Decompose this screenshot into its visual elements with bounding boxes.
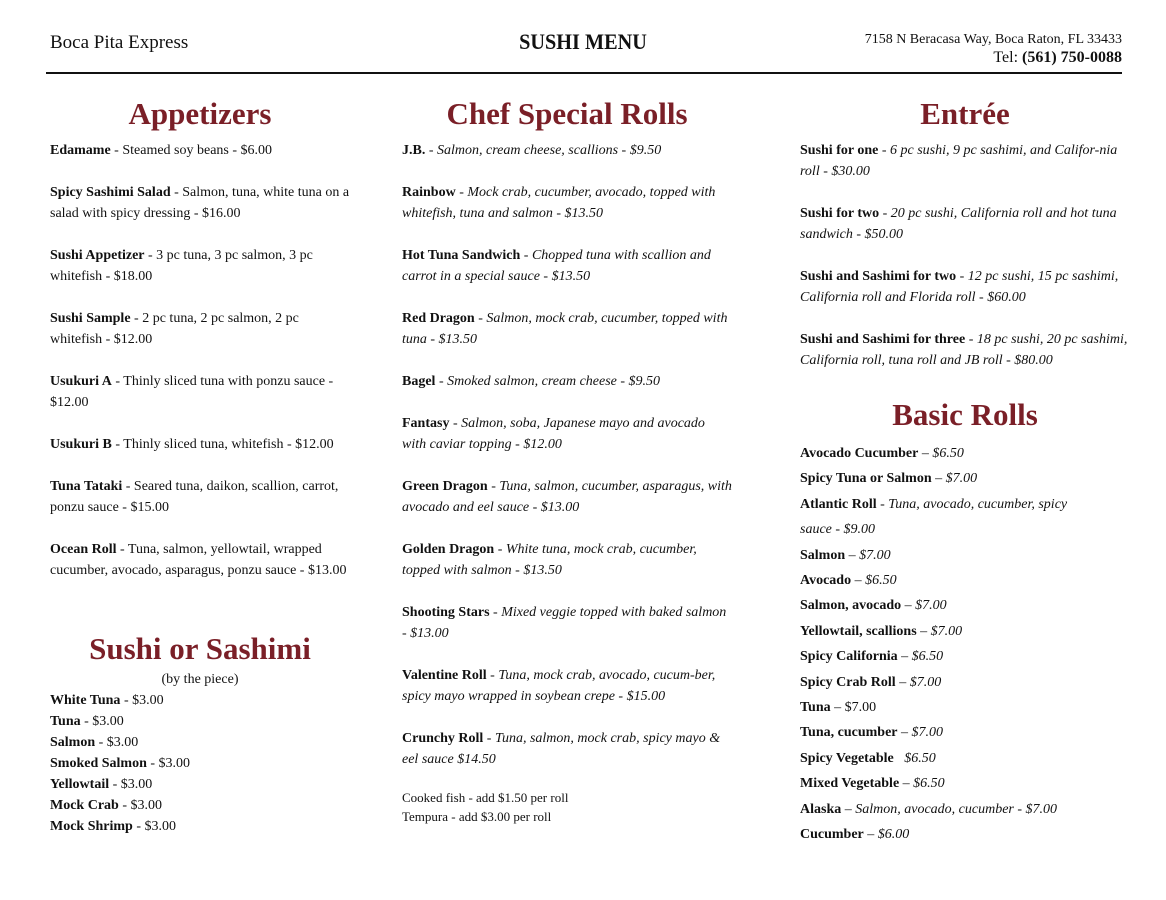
item-name: Bagel [402,374,436,389]
item-desc: - $3.00 [146,756,191,771]
item-name: Avocado Cucumber [800,446,919,461]
item-desc: - Thinly sliced tuna with ponzu sauce - $12.00 [50,374,334,410]
item-name: Crunchy Roll [402,731,484,746]
menu-item [800,619,1130,644]
item-desc: - Seared tuna, daikon, scallion, carrot, ponzu sauce - $15.00 [50,479,339,515]
phone-number: (561) 750-0088 [1022,49,1122,66]
item-name: Salmon, avocado [800,598,902,614]
menu-item [402,182,732,224]
phone [865,49,1122,67]
menu-item [50,140,350,161]
menu-item [50,434,350,455]
menu-item [50,753,350,774]
section-heading-basic-rolls: Basic Rolls [892,397,1038,432]
item-desc: - 12 pc sushi, 15 pc sashimi, California roll and Florida roll - $60.00 [800,269,1119,305]
page-title: SUSHI MENU [519,29,647,54]
section-heading-appetizers: Appetizers [128,96,272,131]
item-desc: - Mixed veggie topped with baked salmon - $13.00 [402,605,727,641]
item-desc: - 18 pc sushi, 20 pc sashimi, California roll, tuna roll and JB roll - $80.00 [800,332,1128,368]
section-heading-sushi-sashimi: Sushi or Sashimi [89,631,311,666]
menu-item [800,695,1130,720]
item-desc: - Tuna, mock crab, avocado, cucum-ber, spicy mayo wrapped in soybean crepe - $15.00 [402,668,716,704]
item-name: Sushi Sample [50,311,131,326]
menu-item [800,140,1130,182]
section-heading-entree: Entrée [920,96,1010,131]
item-desc: - $3.00 [109,777,153,792]
item-desc: - $3.00 [120,693,164,708]
menu-item [50,711,350,732]
item-desc: – $6.50 [918,446,964,461]
menu-item [800,441,1130,466]
item-name: Red Dragon [402,311,475,326]
menu-item [800,720,1130,745]
item-desc: - Tuna, salmon, mock crab, spicy mayo & eel sauce $14.50 [402,731,721,767]
item-name: Sushi and Sashimi for two [800,269,957,284]
menu-item [50,308,350,350]
item-desc: – $7.00 [845,547,891,563]
restaurant-name: Boca Pita Express [50,32,189,53]
menu-item [402,476,732,518]
menu-item [50,732,350,753]
item-desc: – $7.00 [931,471,978,487]
item-desc: – $7.00 [895,674,942,690]
item-desc: – $6.50 [897,649,944,665]
item-desc: - Steamed soy beans - $6.00 [110,143,273,158]
menu-item [800,543,1130,568]
item-name: Usukuri B [50,437,112,452]
menu-item [800,492,1100,543]
item-name: Rainbow [402,185,456,200]
item-name: Smoked Salmon [50,756,147,771]
item-name: Atlantic Roll [800,496,877,512]
item-desc: - Salmon, cream cheese, scallions - $9.50 [425,143,662,158]
item-desc: – $6.50 [899,776,945,792]
section-heading-chef-special: Chef Special Rolls [446,96,688,131]
item-desc: - White tuna, mock crab, cucumber, topped with salmon - $13.50 [402,542,697,578]
item-desc: – Salmon, avocado, cucumber - $7.00 [841,801,1058,817]
item-desc: - Mock crab, cucumber, avocado, topped with whitefish, tuna and salmon - $13.50 [402,185,716,221]
item-desc: - Tuna, avocado, cucumber, spicy sauce - $9.00 [800,496,1068,538]
note-cooked-fish: Cooked fish - add $1.50 per roll [402,790,569,805]
item-name: Tuna, cucumber [800,725,898,741]
item-name: Edamame [50,143,111,158]
menu-item [800,670,1130,695]
menu-item [50,539,350,581]
basic-rolls-list [800,441,1130,848]
menu-item [50,795,350,816]
menu-item [402,665,732,707]
column-left [50,94,350,837]
menu-item [50,371,350,413]
item-name: Spicy Vegetable [800,750,894,766]
item-name: Alaska [800,801,842,817]
item-name: Sushi Appetizer [50,248,145,263]
item-desc: - 6 pc sushi, 9 pc sashimi, and Califor-nia roll - $30.00 [800,143,1118,179]
entree-list [800,140,1130,371]
item-name: Hot Tuna Sandwich [402,248,521,263]
item-desc: - 2 pc tuna, 2 pc salmon, 2 pc whitefish - $12.00 [50,311,299,347]
item-desc: - Chopped tuna with scallion and carrot in a special sauce - $13.50 [402,248,711,284]
menu-item [800,203,1130,245]
item-name: Ocean Roll [50,542,117,557]
item-name: Tuna [50,714,81,729]
item-name: J.B. [402,143,426,158]
item-name: Avocado [800,573,852,589]
menu-item [402,245,732,287]
phone-label: Tel: [993,49,1023,66]
address: 7158 N Beracasa Way, Boca Raton, FL 33433 [864,32,1122,47]
item-name: Salmon [50,735,96,750]
item-name: Sushi for two [800,206,880,221]
menu-item [50,690,350,711]
menu-item [50,476,350,518]
item-name: Sushi and Sashimi for three [800,332,966,347]
item-name: Tuna Tataki [50,479,123,494]
item-desc: – $7.00 [830,700,877,716]
item-name: Fantasy [402,416,450,431]
menu-item [50,774,350,795]
section-subheading: (by the piece) [161,672,239,687]
item-name: Sushi for one [800,143,879,158]
menu-item [50,182,350,224]
menu-item [402,308,732,350]
item-name: Spicy Tuna or Salmon [800,471,932,487]
item-name: Mixed Vegetable [800,776,900,792]
item-name: Spicy Sashimi Salad [50,185,171,200]
menu-item [800,797,1130,822]
note-tempura: Tempura - add $3.00 per roll [402,809,552,824]
item-desc: – $7.00 [897,725,944,741]
item-name: Mock Shrimp [50,819,133,834]
appetizers-list [50,140,350,581]
item-desc: - 20 pc sushi, California roll and hot tuna sandwich - $50.00 [800,206,1117,242]
menu-item [402,728,732,770]
menu-item [800,771,1130,796]
item-name: Yellowtail, scallions [800,623,917,639]
contact-info [865,31,1122,67]
menu-item [800,568,1130,593]
item-desc: - 3 pc tuna, 3 pc salmon, 3 pc whitefish - $18.00 [50,248,313,284]
item-name: Shooting Stars [402,605,490,620]
menu-item [402,140,732,161]
item-name: Salmon [800,547,846,563]
sushi-sashimi-list [50,690,350,837]
menu-item [800,822,1130,847]
menu-item [800,466,1130,491]
item-desc: - Thinly sliced tuna, whitefish - $12.00 [111,437,334,452]
item-desc: - Tuna, salmon, cucumber, asparagus, with avocado and eel sauce - $13.00 [402,479,732,515]
menu-item [800,746,1130,771]
item-desc: $6.50 [893,750,936,766]
item-name: Mock Crab [50,798,119,813]
item-name: Cucumber [800,827,864,843]
menu-item [800,266,1130,308]
item-desc: – $6.00 [863,827,910,843]
menu-item [402,413,732,455]
item-name: Tuna [800,700,831,716]
header-divider [46,72,1122,74]
menu-item [50,816,350,837]
menu-item [800,593,1130,618]
item-name: Green Dragon [402,479,488,494]
menu-item [402,539,732,581]
menu-header [0,0,1166,76]
item-desc: - $3.00 [132,819,177,834]
item-desc: - Salmon, soba, Japanese mayo and avocado with caviar topping - $12.00 [402,416,705,452]
item-desc: - Salmon, tuna, white tuna on a salad with spicy dressing - $16.00 [50,185,350,221]
column-right [800,94,1130,848]
item-desc: - Salmon, mock crab, cucumber, topped with tuna - $13.50 [402,311,728,347]
item-name: White Tuna [50,693,121,708]
item-name: Yellowtail [50,777,110,792]
item-desc: - $3.00 [118,798,162,813]
item-name: Spicy Crab Roll [800,674,896,690]
chef-special-list [402,140,732,770]
menu-item [402,602,732,644]
menu-item [800,329,1130,371]
item-name: Spicy California [800,649,898,665]
column-middle [402,94,732,826]
item-desc: - Smoked salmon, cream cheese - $9.50 [435,374,661,389]
item-name: Valentine Roll [402,668,487,683]
item-name: Golden Dragon [402,542,495,557]
roll-notes [402,788,732,826]
item-name: Usukuri A [50,374,112,389]
item-desc: – $7.00 [901,598,947,614]
menu-item [800,644,1130,669]
menu-item [50,245,350,287]
item-desc: - Tuna, salmon, yellowtail, wrapped cucumber, avocado, asparagus, ponzu sauce - $13.00 [50,542,347,578]
item-desc: - $3.00 [80,714,124,729]
item-desc: - $3.00 [95,735,139,750]
menu-item [402,371,732,392]
item-desc: – $6.50 [851,573,897,589]
item-desc: – $7.00 [916,623,963,639]
